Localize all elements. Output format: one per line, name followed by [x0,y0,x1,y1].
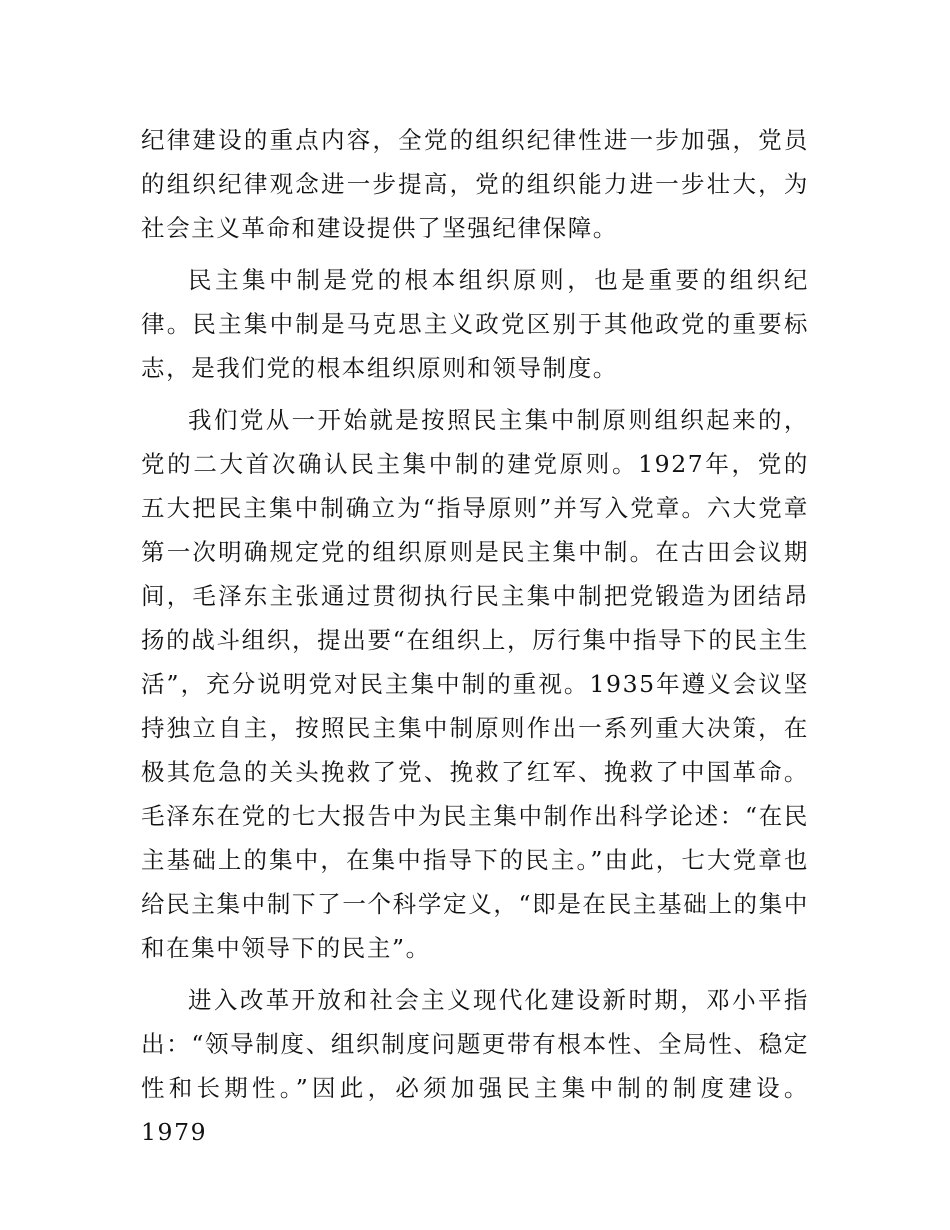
paragraph-2: 民主集中制是党的根本组织原则，也是重要的组织纪律。民主集中制是马克思主义政党区别于其他政党的重要标志，是我们党的根本组织原则和领导制度。 [141,266,809,382]
paragraph-3: 我们党从一开始就是按照民主集中制原则组织起来的，党的二大首次确认民主集中制的建党原则。1927年，党的五大把民主集中制确立为“指导原则”并写入党章。六大党章第一次明确规定党的组织原则是民主集中制。在古田会议期间，毛泽东主张通过贯彻执行民主集中制把党锻造为团结昂扬的战斗组织，提出要“在组织上，厉行集中指导下的民主生活”，充分说明党对民主集中制的重视。1935年遵义会议坚持独立自主，按照民主集中制原则作出一系列重大决策，在极其危急的关头挽救了党、挽救了红军、挽救了中国革命。毛泽东在党的七大报告中为民主集中制作出科学论述：“在民主基础上的集中，在集中指导下的民主。”由此，七大党章也给民主集中制下了一个科学定义，“即是在民主基础上的集中和在集中领导下的民主”。 [141,406,809,962]
paragraph-4: 进入改革开放和社会主义现代化建设新时期，邓小平指出：“领导制度、组织制度问题更带有根本性、全局性、稳定性和长期性。”因此，必须加强民主集中制的制度建设。1979 [141,986,809,1146]
paragraph-1: 纪律建设的重点内容，全党的组织纪律性进一步加强，党员的组织纪律观念进一步提高，党的组织能力进一步壮大，为社会主义革命和建设提供了坚强纪律保障。 [141,126,809,242]
document-body [141,118,809,1154]
